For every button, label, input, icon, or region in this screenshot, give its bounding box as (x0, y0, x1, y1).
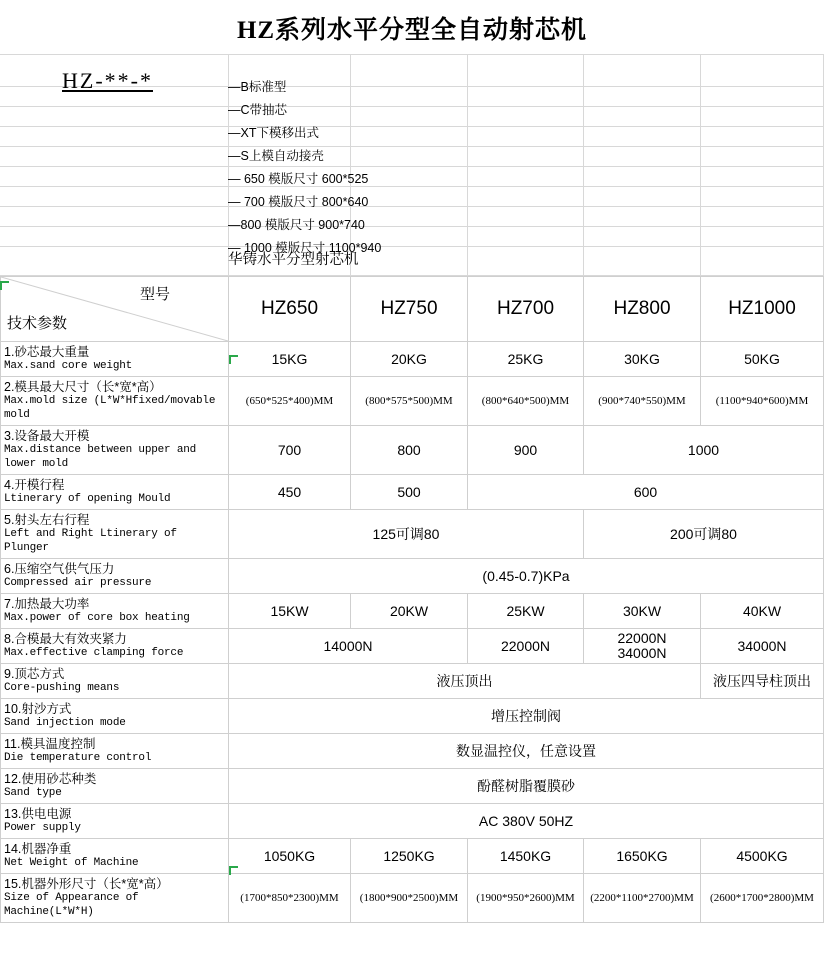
row-label (1, 426, 229, 475)
row-label (1, 342, 229, 377)
value-cell: 25KG (468, 342, 584, 377)
scan-mark-icon (229, 355, 238, 364)
value-cell: 30KW (584, 594, 701, 629)
legend-item: — 650 模版尺寸 600*525 (228, 172, 369, 186)
row-label-cn: 4.开模行程 (4, 478, 65, 492)
table-row (1, 839, 824, 874)
legend-item: —C带抽芯 (228, 103, 288, 117)
table-row (1, 769, 824, 804)
value-cell: 增压控制阀 (229, 699, 824, 734)
row-label (1, 510, 229, 559)
row-label-en: Ltinerary of opening Mould (4, 493, 171, 505)
value-cell: (2200*1100*2700)MM (584, 874, 701, 923)
row-label-cn: 2.模具最大尺寸（长*宽*高） (4, 380, 162, 394)
value-cell: (1900*950*2600)MM (468, 874, 584, 923)
table-row (1, 510, 824, 559)
scan-mark-icon (229, 866, 238, 875)
grid-line (0, 126, 824, 127)
value-cell: 15KW (229, 594, 351, 629)
model-code: HZ-**-* (62, 68, 153, 93)
value-cell: 1450KG (468, 839, 584, 874)
grid-line (0, 206, 824, 207)
value-cell: AC 380V 50HZ (229, 804, 824, 839)
row-label-cn: 6.压缩空气供气压力 (4, 562, 115, 576)
row-label (1, 839, 229, 874)
row-label-en: Die temperature control (4, 752, 152, 764)
row-label-en: Max.distance between upper and lower mold (4, 444, 197, 470)
row-label-en: Net Weight of Machine (4, 857, 139, 869)
row-label (1, 377, 229, 426)
value-cell: 14000N (229, 629, 468, 664)
row-label-cn: 1.砂芯最大重量 (4, 345, 90, 359)
grid-line (700, 54, 701, 276)
table-row (1, 475, 824, 510)
value-cell: 500 (351, 475, 468, 510)
value-cell: 200可调80 (584, 510, 824, 559)
value-cell: 34000N (701, 629, 824, 664)
row-label (1, 769, 229, 804)
row-label (1, 629, 229, 664)
table-row (1, 377, 824, 426)
header-parameter-cell (1, 277, 229, 342)
row-label-cn: 7.加热最大功率 (4, 597, 90, 611)
specification-table (0, 276, 824, 923)
row-label (1, 475, 229, 510)
table-row (1, 664, 824, 699)
value-cell: 20KW (351, 594, 468, 629)
row-label (1, 874, 229, 923)
row-label (1, 664, 229, 699)
row-label-cn: 10.射沙方式 (4, 702, 72, 716)
value-cell: 25KW (468, 594, 584, 629)
row-label-en: Max.power of core box heating (4, 612, 190, 624)
row-label-en: Left and Right Ltinerary of Plunger (4, 528, 177, 554)
table-row (1, 874, 824, 923)
model-code-section (0, 54, 824, 276)
table-row (1, 699, 824, 734)
value-cell: 900 (468, 426, 584, 475)
value-cell: 450 (229, 475, 351, 510)
table-row (1, 734, 824, 769)
grid-line (0, 246, 824, 247)
header-model-3: HZ700 (468, 277, 584, 342)
value-cell: (650*525*400)MM (229, 377, 351, 426)
value-cell: 22000N (468, 629, 584, 664)
value-cell: 40KW (701, 594, 824, 629)
row-label-cn: 15.机器外形尺寸（长*宽*高） (4, 877, 169, 891)
value-cell: 700 (229, 426, 351, 475)
value-cell: 1650KG (584, 839, 701, 874)
row-label-en: Core-pushing means (4, 682, 120, 694)
value-cell: (800*575*500)MM (351, 377, 468, 426)
row-label-en: Compressed air pressure (4, 577, 152, 589)
row-label (1, 559, 229, 594)
row-label (1, 594, 229, 629)
value-cell: (1700*850*2300)MM (229, 874, 351, 923)
value-cell: 1050KG (229, 839, 351, 874)
grid-line (0, 54, 824, 55)
row-label-en: Max.sand core weight (4, 360, 133, 372)
value-cell: 600 (468, 475, 824, 510)
row-label-cn: 3.设备最大开模 (4, 429, 90, 443)
value-cell: 15KG (229, 342, 351, 377)
header-model-5: HZ1000 (701, 277, 824, 342)
value-cell: 125可调80 (229, 510, 584, 559)
value-cell: 液压顶出 (229, 664, 701, 699)
grid-line (467, 54, 468, 276)
value-cell: 800 (351, 426, 468, 475)
value-cell: (1800*900*2500)MM (351, 874, 468, 923)
row-label-cn: 9.顶芯方式 (4, 667, 65, 681)
row-label-cn: 5.射头左右行程 (4, 513, 90, 527)
value-line: 22000N (617, 630, 667, 646)
table-row (1, 594, 824, 629)
page-title: HZ系列水平分型全自动射芯机 (236, 17, 588, 44)
header-model-4: HZ800 (584, 277, 701, 342)
table-row (1, 559, 824, 594)
grid-line (0, 166, 824, 167)
row-label (1, 804, 229, 839)
value-cell: 1250KG (351, 839, 468, 874)
grid-line (0, 146, 824, 147)
row-label-cn: 12.使用砂芯种类 (4, 772, 97, 786)
row-label-en: Max.effective clamping force (4, 647, 184, 659)
header-model-label: 型号 (139, 286, 170, 303)
value-cell: 30KG (584, 342, 701, 377)
value-cell: 4500KG (701, 839, 824, 874)
value-cell: (1100*940*600)MM (701, 377, 824, 426)
legend-item: — 1000 模版尺寸 1100*940 (228, 241, 382, 255)
header-model-2: HZ750 (351, 277, 468, 342)
value-cell: 20KG (351, 342, 468, 377)
brand-line: 华铸水平分型射芯机 (228, 252, 359, 268)
legend-item: —B标准型 (228, 80, 287, 94)
legend-item: —XT下模移出式 (228, 126, 319, 140)
value-cell: 酚醛树脂覆膜砂 (229, 769, 824, 804)
value-cell: 液压四导柱顶出 (701, 664, 824, 699)
value-cell (584, 629, 701, 664)
header-model-1: HZ650 (229, 277, 351, 342)
model-code-legend (228, 76, 381, 260)
value-cell: 1000 (584, 426, 824, 475)
table-row (1, 342, 824, 377)
table-row (1, 629, 824, 664)
value-cell: 50KG (701, 342, 824, 377)
row-label-cn: 8.合模最大有效夹紧力 (4, 632, 127, 646)
value-cell: (800*640*500)MM (468, 377, 584, 426)
grid-line (0, 226, 824, 227)
row-label-en: Sand type (4, 787, 62, 799)
row-label-cn: 11.模具温度控制 (4, 737, 96, 751)
grid-line (0, 106, 824, 107)
legend-item: —S上模自动接壳 (228, 149, 324, 163)
grid-line (583, 54, 584, 276)
row-label-cn: 13.供电电源 (4, 807, 72, 821)
header-param-label: 技术参数 (7, 315, 68, 332)
row-label-en: Sand injection mode (4, 717, 126, 729)
scan-mark-icon (0, 281, 9, 290)
table-row (1, 426, 824, 475)
legend-item: —800 模版尺寸 900*740 (228, 218, 365, 232)
value-cell: (900*740*550)MM (584, 377, 701, 426)
table-row (1, 804, 824, 839)
row-label-en: Power supply (4, 822, 81, 834)
row-label-en: Size of Appearance of Machine(L*W*H) (4, 892, 139, 918)
value-cell: (2600*1700*2800)MM (701, 874, 824, 923)
value-cell: 数显温控仪，任意设置 (229, 734, 824, 769)
row-label-en: Max.mold size (L*W*Hfixed/movable mold (4, 395, 216, 421)
row-label (1, 699, 229, 734)
grid-line (0, 186, 824, 187)
value-line: 34000N (617, 645, 667, 661)
row-label (1, 734, 229, 769)
row-label-cn: 14.机器净重 (4, 842, 72, 856)
table-header-row (1, 277, 824, 342)
legend-item: — 700 模版尺寸 800*640 (228, 195, 369, 209)
value-cell: (0.45-0.7)KPa (229, 559, 824, 594)
